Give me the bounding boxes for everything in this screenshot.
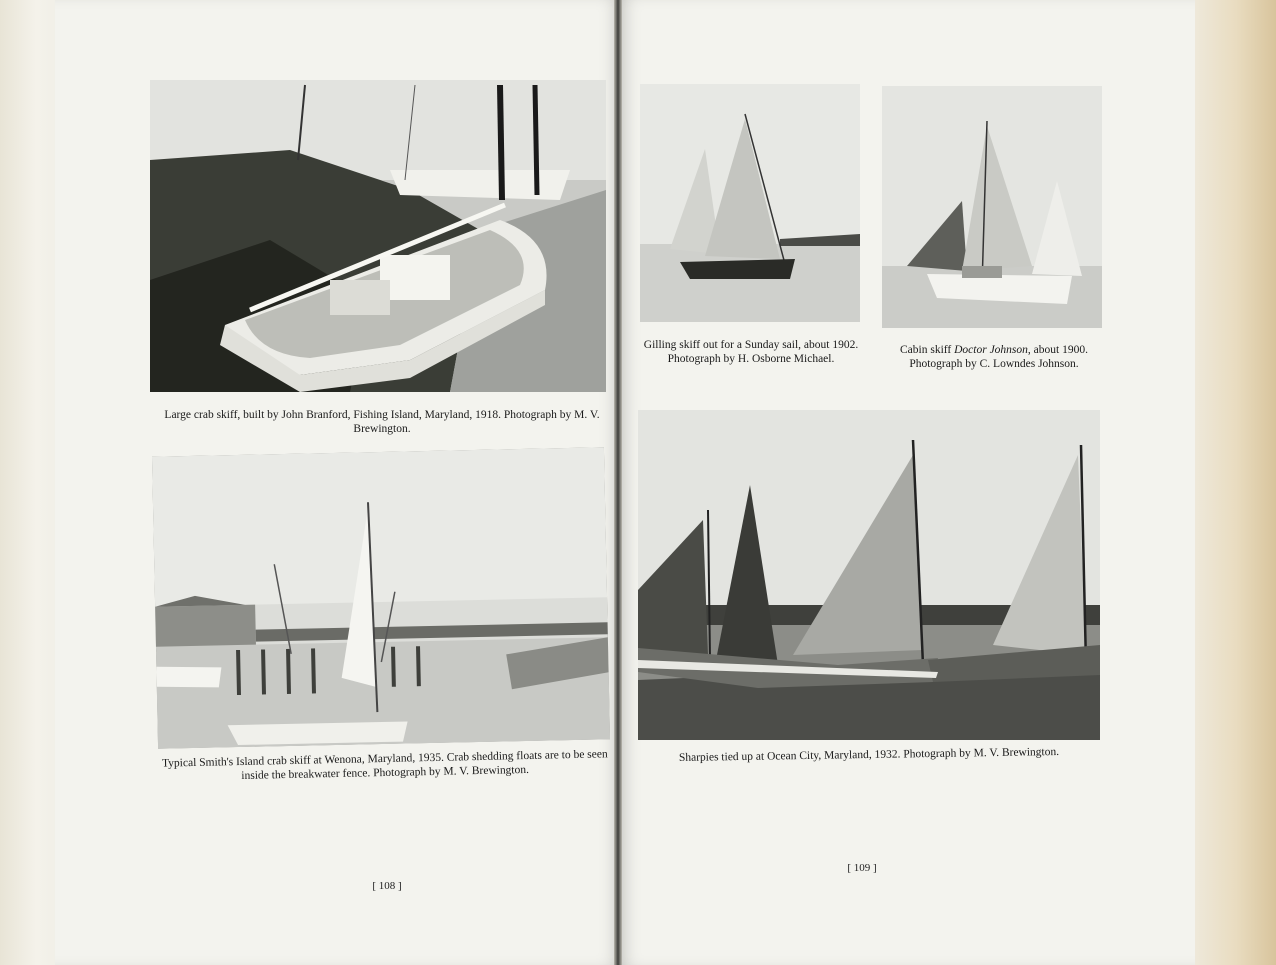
left-page bbox=[55, 0, 620, 965]
caption-large-crab-skiff: Large crab skiff, built by John Branford, Fishing Island, Maryland, 1918. Photograph by M. V. Brewington. bbox=[164, 409, 600, 435]
caption-cabin-skiff-text-end: , about 1900. Photograph by C. Lowndes Johnson. bbox=[909, 344, 1088, 370]
caption-cabin-skiff-text-start: Cabin skiff bbox=[900, 344, 955, 356]
caption-cabin-skiff-doctor-johnson bbox=[878, 343, 1110, 371]
book-gutter bbox=[614, 0, 622, 965]
photo-smiths-island-skiff bbox=[152, 447, 610, 748]
photo-sharpies-ocean-city bbox=[638, 410, 1100, 740]
photo-gilling-skiff bbox=[640, 84, 860, 322]
right-page bbox=[620, 0, 1195, 965]
caption-gilling-skiff: Gilling skiff out for a Sunday sail, about 1902. Photograph by H. Osborne Michael. bbox=[643, 339, 859, 365]
photo-large-crab-skiff bbox=[150, 80, 606, 392]
caption-sharpies-ocean-city: Sharpies tied up at Ocean City, Maryland, 1932. Photograph by M. V. Brewington. bbox=[678, 746, 1060, 764]
page-number-109: [ 109 ] bbox=[847, 862, 877, 874]
photo-cabin-skiff-doctor-johnson bbox=[882, 86, 1102, 328]
page-number-108: [ 108 ] bbox=[372, 880, 402, 892]
caption-smiths-island-skiff: Typical Smith's Island crab skiff at Wenona, Maryland, 1935. Crab shedding floats are to be seen inside the breakwater fence. Photograph by M. V. Brewington. bbox=[161, 748, 608, 783]
caption-cabin-skiff-boat-name: Doctor Johnson bbox=[954, 344, 1028, 356]
